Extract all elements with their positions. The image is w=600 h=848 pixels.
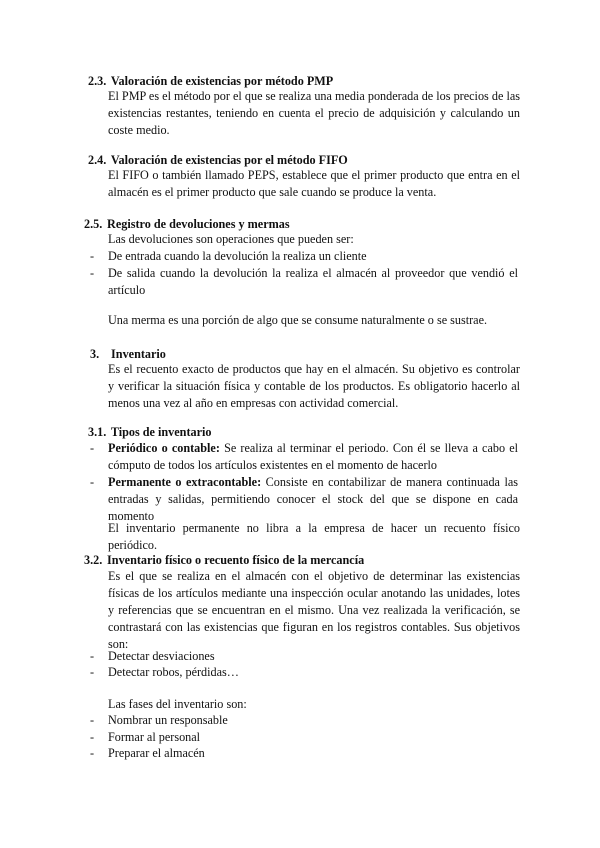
paragraph-pmp: El PMP es el método por el que se realiza una media ponderada de los precios de las existencias restantes, teniendo en cuenta el precio de adquisición y calculando un coste medio. — [108, 89, 520, 137]
heading-title: Inventario — [111, 347, 166, 361]
heading-number: 3. — [90, 347, 100, 361]
paragraph-devoluciones-intro: Las devoluciones son operaciones que pueden ser: — [108, 232, 354, 246]
heading-number: 2.5. — [84, 217, 103, 231]
heading-number: 3.2. — [84, 553, 103, 567]
heading-title: Inventario físico o recuento físico de la mercancía — [107, 553, 365, 567]
heading-3-1 — [88, 424, 212, 440]
list-item-text: De entrada cuando la devolución la realiza un cliente — [108, 249, 367, 263]
paragraph-inventario-permanente: El inventario permanente no libra a la empresa de hacer un recuento físico periódico. — [108, 521, 520, 552]
bullet-dash: - — [90, 266, 95, 280]
paragraph-inventario-fisico: Es el que se realiza en el almacén con el objetivo de determinar las existencias físicas de los artículos mediante una inspección ocular anotando las unidades, lotes y referencias que se encuentran en el mismo. Una vez realizada la verificación, se contrastará con las existencias que figuran en los registros contables. Sus objetivos son: — [108, 569, 520, 651]
bullet-dash: - — [90, 649, 95, 663]
list-item-text: Formar al personal — [108, 730, 201, 744]
bullet-dash: - — [90, 730, 95, 744]
bullet-dash: - — [90, 713, 95, 727]
term-description: Consiste en contabilizar de manera continuada las entradas y salidas, permitiendo conocer el stock del que se dispone en cada momento — [108, 475, 518, 523]
heading-2-4 — [88, 152, 348, 168]
heading-title: Valoración de existencias por el método FIFO — [110, 153, 348, 167]
bullet-dash: - — [90, 441, 95, 455]
heading-title: Registro de devoluciones y mermas — [107, 217, 290, 231]
term-description: Se realiza al terminar el periodo. Con él se lleva a cabo el cómputo de todos los artículos existentes en el momento de hacerlo — [108, 441, 518, 472]
heading-3-2 — [84, 552, 364, 568]
list-item-text: Nombrar un responsable — [108, 713, 228, 727]
list-item-text: Preparar el almacén — [108, 746, 205, 760]
list-item-text: De salida cuando la devolución la realiza el almacén al proveedor que vendió el artículo — [108, 266, 518, 297]
list-item-text — [108, 474, 518, 525]
heading-2-3 — [88, 73, 333, 89]
term-permanente: Permanente o extracontable: — [108, 475, 262, 489]
heading-3 — [90, 346, 166, 362]
heading-2-5 — [84, 216, 290, 232]
paragraph-inventario: Es el recuento exacto de productos que hay en el almacén. Su objetivo es controlar y verificar la situación física y contable de los productos. Es obligatorio hacerlo al menos una vez al año en empresas con actividad comercial. — [108, 362, 520, 410]
paragraph-fifo: El FIFO o también llamado PEPS, establece que el primer producto que entra en el almacén es el primer producto que sale cuando se produce la venta. — [108, 168, 520, 199]
bullet-dash: - — [90, 665, 95, 679]
bullet-dash: - — [90, 746, 95, 760]
heading-title: Tipos de inventario — [110, 425, 212, 439]
heading-number: 2.3. — [88, 74, 107, 88]
heading-title: Valoración de existencias por método PMP — [110, 74, 334, 88]
heading-number: 2.4. — [88, 153, 107, 167]
bullet-dash: - — [90, 475, 95, 489]
heading-number: 3.1. — [88, 425, 107, 439]
list-item-text: Detectar desviaciones — [108, 649, 215, 663]
bullet-dash: - — [90, 249, 95, 263]
list-item-text — [108, 440, 518, 474]
list-item-text: Detectar robos, pérdidas… — [108, 665, 239, 679]
paragraph-merma: Una merma es una porción de algo que se consume naturalmente o se sustrae. — [108, 313, 488, 327]
paragraph-fases-intro: Las fases del inventario son: — [108, 697, 247, 711]
term-periodico: Periódico o contable: — [108, 441, 220, 455]
